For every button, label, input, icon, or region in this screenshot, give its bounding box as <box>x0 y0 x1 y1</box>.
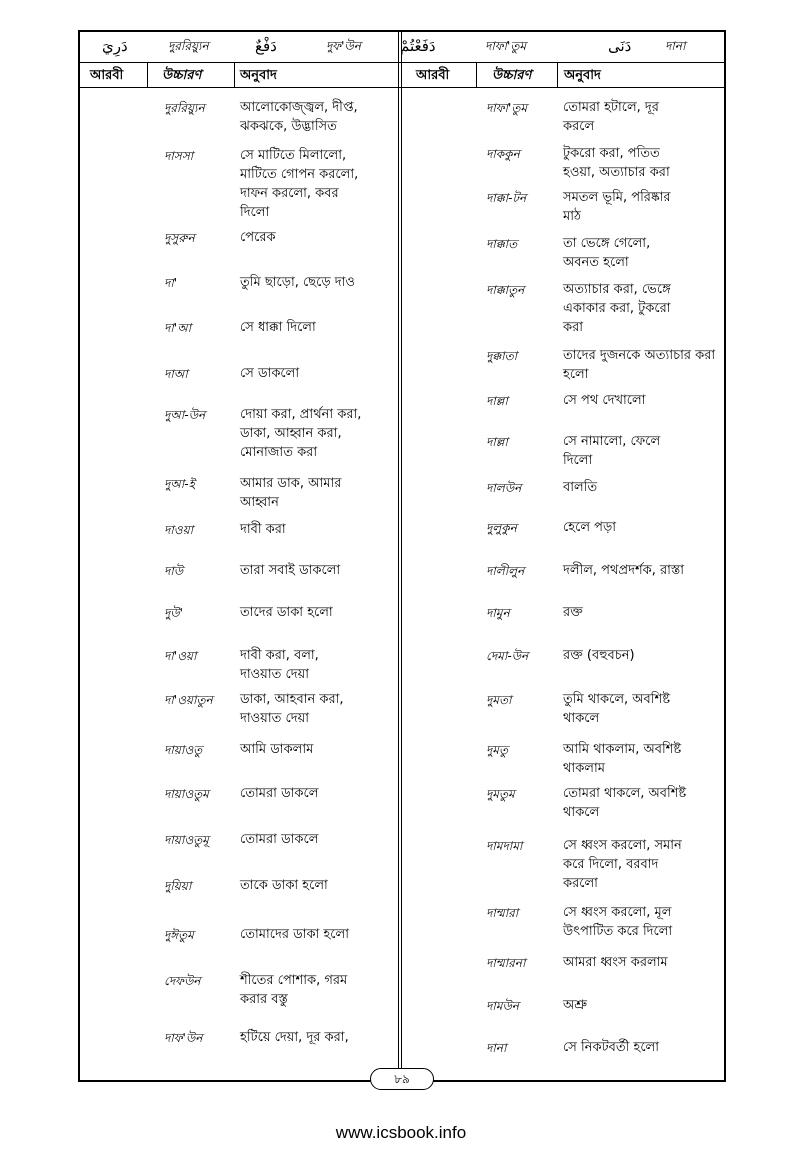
meaning: ডাকা, আহবান করা, দাওয়াত দেয়া <box>240 692 344 726</box>
pronunciation: দা'ওয়া <box>164 649 197 663</box>
col-header-arabic-right: আরবী <box>416 68 450 83</box>
pronunciation: দাউ <box>164 564 184 578</box>
meaning: আমি ডাকলাম <box>240 742 314 757</box>
meaning: আমরা ধ্বংস করলাম <box>563 955 668 970</box>
pronunciation: দুআ-উন <box>164 408 206 422</box>
pronunciation: দামউন <box>486 999 519 1013</box>
meaning: সে মাটিতে মিলালো, মাটিতে গোপন করলো, দাফন করলো, কবর দিলো <box>240 148 359 220</box>
pronunciation: দায়াওতুম <box>164 787 209 801</box>
pronunciation: দামদামা <box>486 839 523 853</box>
pronunciation: দালীলুন <box>486 564 525 578</box>
meaning: রক্ত <box>563 605 583 620</box>
pronunciation: দাফা'তুম <box>486 101 527 115</box>
meaning: আমার ডাক, আমার আহ্বান <box>240 476 342 510</box>
meaning: সে ধ্বংস করলো, মূল উৎপাটিত করে দিলো <box>563 905 673 939</box>
pronunciation: দাল্লা <box>486 394 508 408</box>
pronunciation: দামুন <box>486 606 510 620</box>
pronunciation: দাল্লা <box>486 435 508 449</box>
pronunciation: দুররিয়্যুন <box>164 101 205 115</box>
pronunciation: দুউ' <box>164 606 183 620</box>
pronunciation: দুআ-ই <box>164 477 195 491</box>
header-left-last-pron: দুফ'উন <box>326 39 361 53</box>
meaning: দলীল, পথপ্রদর্শক, রাস্তা <box>563 563 685 578</box>
meaning: তোমরা হটালে, দূর করলে <box>563 100 659 134</box>
page-number: ৮৯ <box>370 1068 434 1090</box>
center-divider <box>401 32 402 1068</box>
col-sep-left-1 <box>147 62 148 88</box>
pronunciation: দুলুকুন <box>486 521 517 535</box>
pronunciation: দানা <box>486 1041 507 1055</box>
col-header-pron-left: উচ্চারণ <box>162 68 202 83</box>
column-header-rule <box>80 87 724 88</box>
footer-url: www.icsbook.info <box>335 1123 467 1142</box>
meaning: তোমরা থাকলে, অবশিষ্ট থাকলে <box>563 786 687 820</box>
pronunciation: দা'আ <box>164 321 192 335</box>
meaning: অত্যাচার করা, ভেঙ্গে একাকার করা, টুকরো করা <box>563 282 671 335</box>
header-right-first-pron: দাফা'তুম <box>485 39 526 53</box>
meaning: অশ্রু <box>563 998 588 1013</box>
meaning: সে ধ্বংস করলো, সমান করে দিলো, বরবাদ করলো <box>563 838 682 891</box>
pronunciation: দাক্কাত <box>486 237 518 251</box>
meaning: সে নামালো, ফেলে দিলো <box>563 434 661 468</box>
meaning: তারা সবাই ডাকলো <box>240 563 341 578</box>
pronunciation: দুমতুম <box>486 787 515 801</box>
running-header <box>80 32 724 64</box>
header-right-last-arabic: دَنَى <box>608 37 632 55</box>
header-left-first-pron: দুররিয়্যুন <box>168 39 209 53</box>
col-header-meaning-right: অনুবাদ <box>564 68 601 83</box>
pronunciation: দুঈতুম <box>164 928 194 942</box>
pronunciation: দুক্কাতা <box>486 349 518 363</box>
meaning: পেরেক <box>240 230 276 245</box>
pronunciation: দাফ'উন <box>164 1031 203 1045</box>
meaning: তোমরা ডাকলে <box>240 832 319 847</box>
meaning: তুমি থাকলে, অবশিষ্ট থাকলে <box>563 692 670 726</box>
meaning: দাবী করা, বলা, দাওয়াত দেয়া <box>240 648 319 682</box>
pronunciation: দাওয়া <box>164 523 194 537</box>
meaning: আলোকোজ্জ্বল, দীপ্ত, ঝকঝকে, উদ্ভাসিত <box>240 100 358 134</box>
pronunciation: দুমতা <box>486 693 512 707</box>
col-header-meaning-left: অনুবাদ <box>240 68 277 83</box>
header-rule <box>80 62 724 63</box>
pronunciation: দা' <box>164 276 178 290</box>
pronunciation: দাআ <box>164 367 188 381</box>
col-sep-right-1 <box>476 62 477 88</box>
meaning: আমি থাকলাম, অবশিষ্ট থাকলাম <box>563 742 682 776</box>
meaning: হেলে পড়া <box>563 520 617 535</box>
center-divider-inner <box>398 32 399 1068</box>
pronunciation: দেফউন <box>164 974 201 988</box>
col-header-pron-right: উচ্চারণ <box>492 68 532 83</box>
meaning: দোয়া করা, প্রার্থনা করা, ডাকা, আহ্বান করা, মোনাজাত করা <box>240 407 362 460</box>
meaning: তুমি ছাড়ো, ছেড়ে দাও <box>240 275 355 290</box>
pronunciation: দাম্মারা <box>486 906 519 920</box>
meaning: বালতি <box>563 480 598 495</box>
pronunciation: দায়াওতু <box>164 743 203 757</box>
meaning: সমতল ভূমি, পরিষ্কার মাঠ <box>563 190 671 224</box>
pronunciation: দাম্মারনা <box>486 956 526 970</box>
pronunciation: দুসুরুন <box>164 231 195 245</box>
meaning: তোমাদের ডাকা হলো <box>240 927 349 942</box>
meaning: তাদের দুজনকে অত্যাচার করা হলো <box>563 348 716 382</box>
meaning: শীতের পোশাক, গরম করার বস্তু <box>240 973 348 1007</box>
header-left-last-arabic: دَفْعٌ <box>255 37 277 55</box>
meaning: হটিয়ে দেয়া, দূর করা, <box>240 1030 349 1045</box>
meaning: তোমরা ডাকলে <box>240 786 319 801</box>
pronunciation: দাক্কা-টন <box>486 191 527 205</box>
meaning: সে ধাক্কা দিলো <box>240 320 316 335</box>
meaning: তাকে ডাকা হলো <box>240 878 328 893</box>
col-sep-left-2 <box>234 62 235 88</box>
meaning: তাদের ডাকা হলো <box>240 605 333 620</box>
col-sep-right-2 <box>557 62 558 88</box>
meaning: দাবী করা <box>240 522 286 537</box>
meaning: সে পথ দেখালো <box>563 393 646 408</box>
pronunciation: দালউন <box>486 481 522 495</box>
pronunciation: দা'ওয়াতুন <box>164 693 213 707</box>
meaning: রক্ত (বহুবচন) <box>563 648 635 663</box>
pronunciation: দুমতু <box>486 743 508 757</box>
header-left-first-arabic: دَرِيَ <box>102 37 128 55</box>
pronunciation: দাক্কাতুন <box>486 283 525 297</box>
meaning: সে নিকটবর্তী হলো <box>563 1040 660 1055</box>
meaning: তা ভেঙ্গে গেলো, অবনত হলো <box>563 236 651 270</box>
meaning: সে ডাকলো <box>240 366 300 381</box>
pronunciation: দাসসা <box>164 149 194 163</box>
header-right-first-arabic: دَفَعْتُمْ <box>400 37 436 55</box>
pronunciation: দেমা-উন <box>486 649 529 663</box>
pronunciation: দুয়িয়া <box>164 879 192 893</box>
pronunciation: দাককুন <box>486 147 520 161</box>
col-header-arabic-left: আরবী <box>90 68 124 83</box>
header-right-last-pron: দানা <box>665 39 686 53</box>
pronunciation: দায়াওতুমূ <box>164 833 209 847</box>
meaning: টুকরো করা, পতিত হওয়া, অত্যাচার করা <box>563 146 670 180</box>
